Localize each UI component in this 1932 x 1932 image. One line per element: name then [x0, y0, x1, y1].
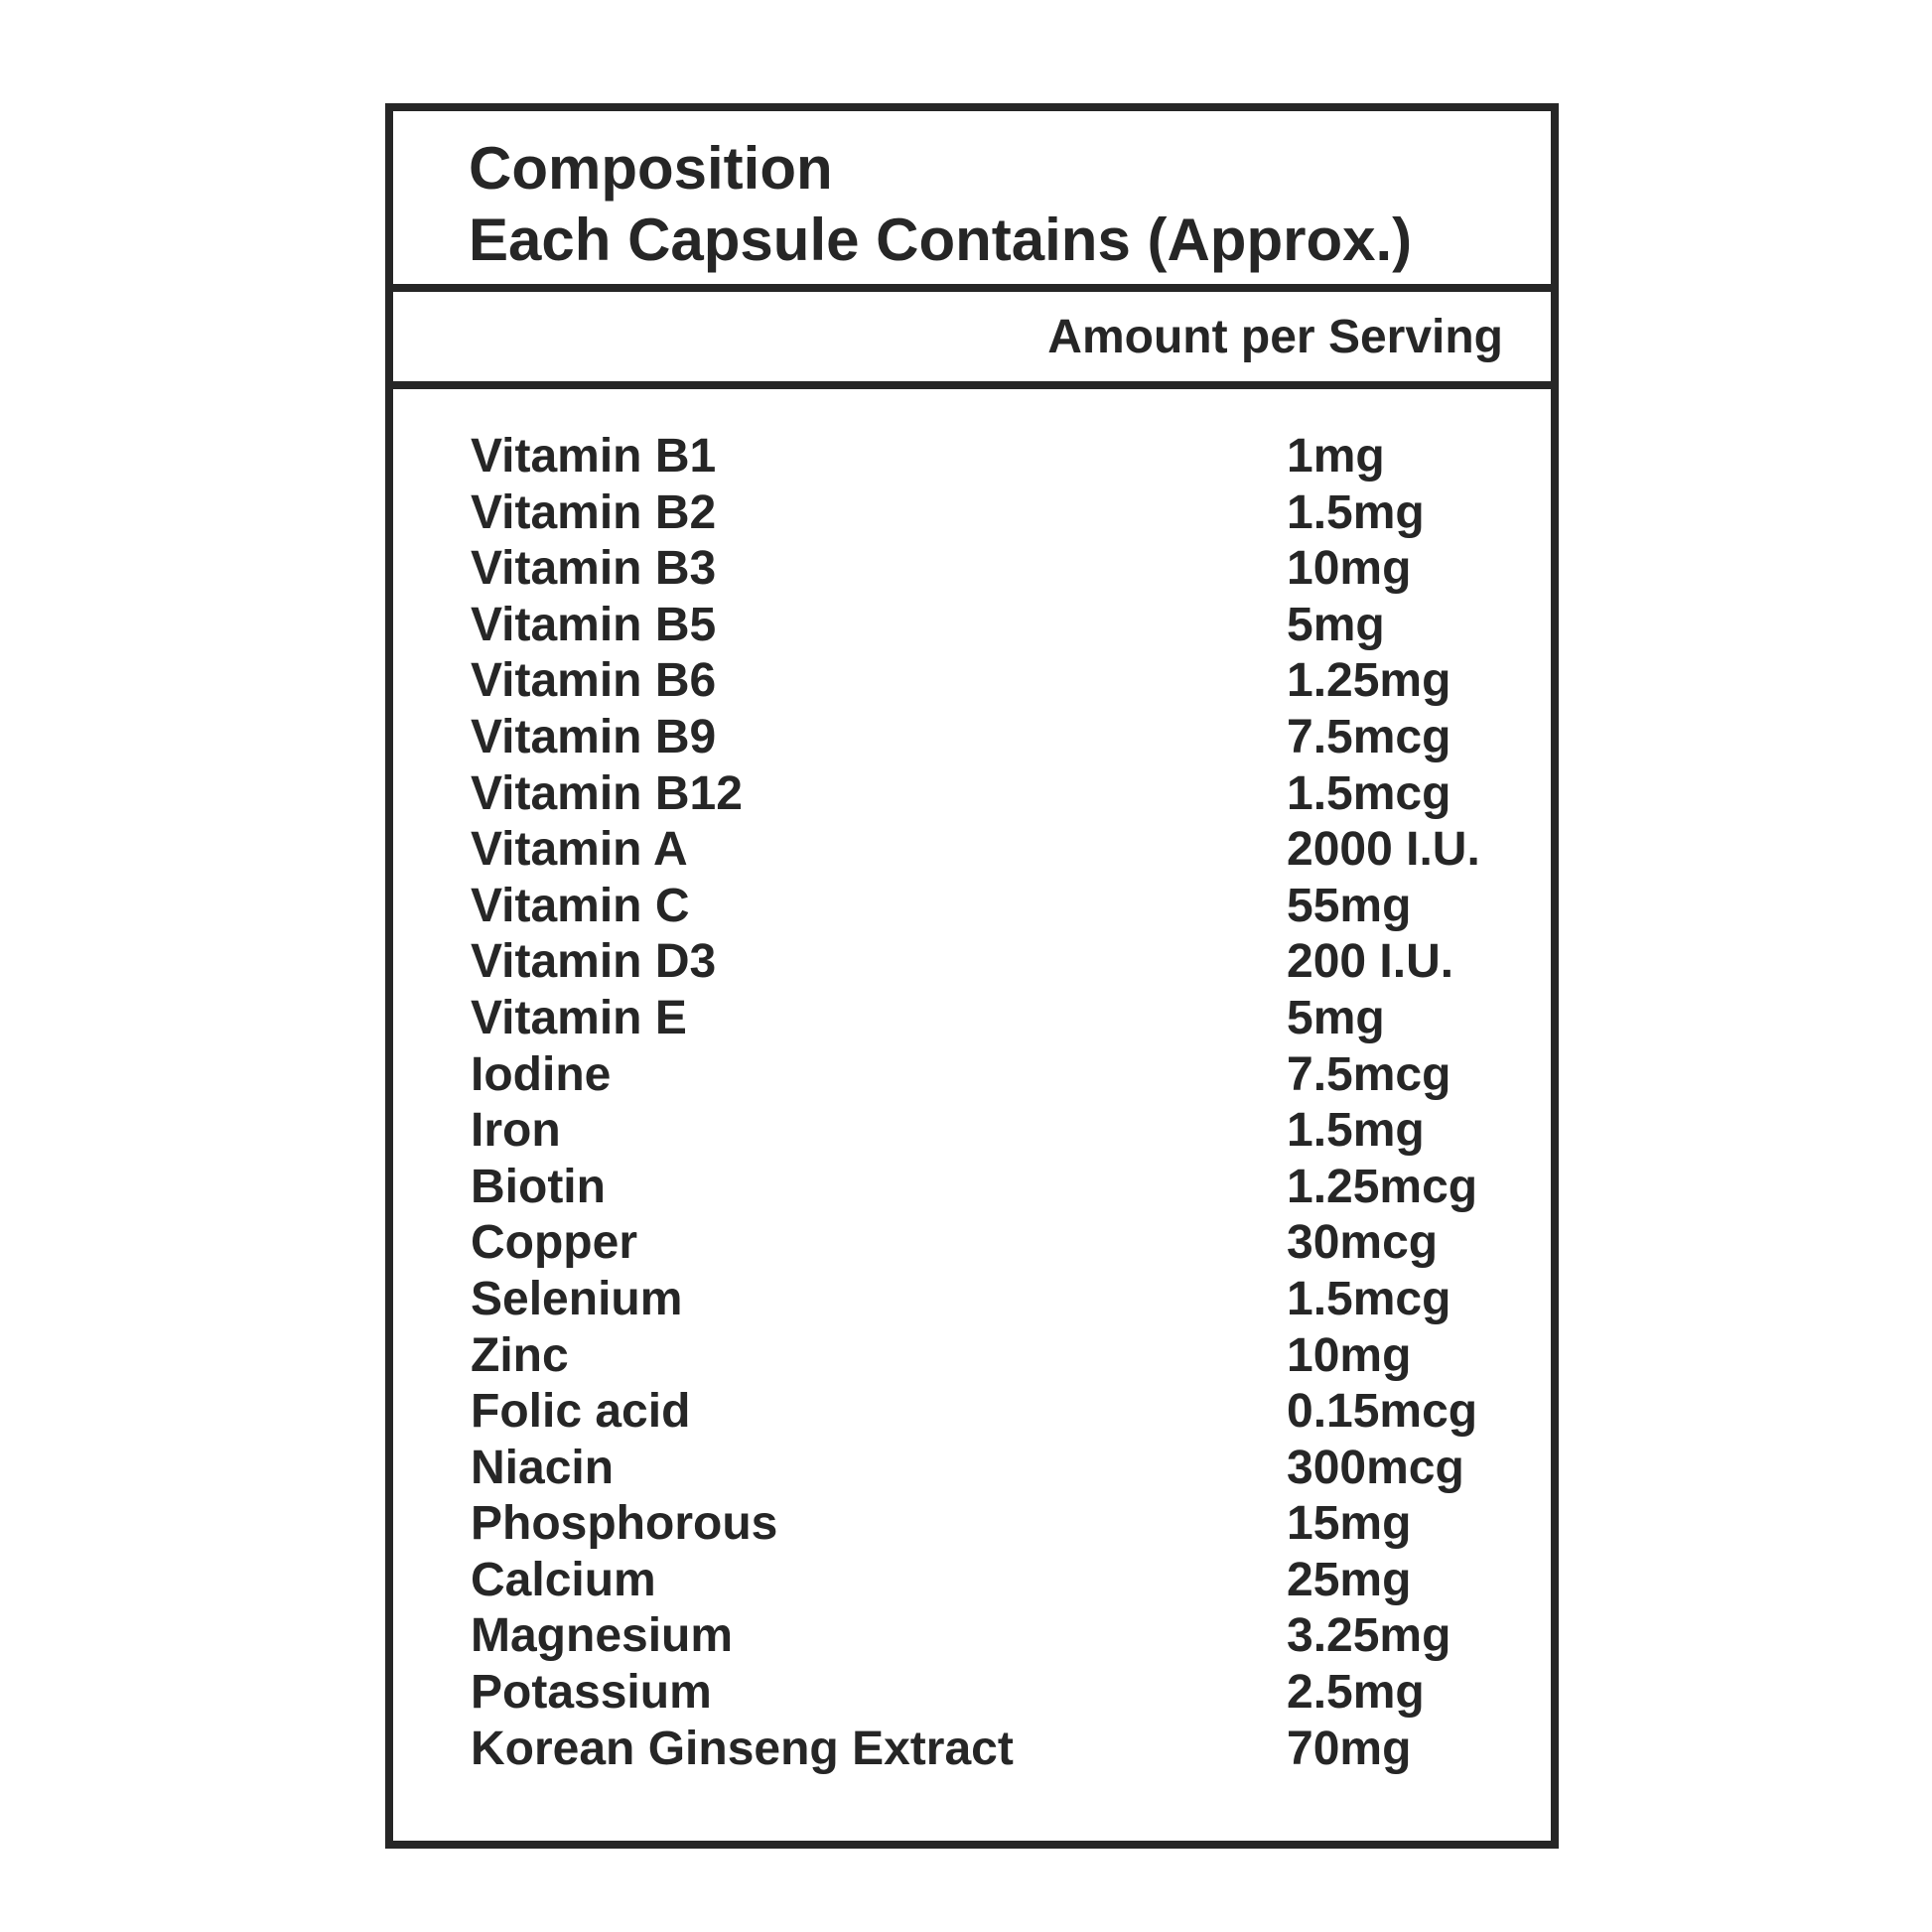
ingredient-row — [471, 1272, 1523, 1328]
ingredient-name: Vitamin E — [471, 991, 687, 1044]
ingredient-row — [471, 1608, 1523, 1665]
ingredient-name: Korean Ginseng Extract — [471, 1722, 1014, 1775]
ingredient-amount: 10mg — [1287, 1328, 1412, 1382]
ingredient-row — [471, 1722, 1523, 1778]
ingredient-amount: 2.5mg — [1287, 1666, 1425, 1720]
ingredient-name: Niacin — [471, 1441, 615, 1494]
ingredient-name: Vitamin B12 — [471, 766, 743, 820]
ingredient-name: Vitamin B5 — [471, 598, 717, 651]
composition-label — [385, 103, 1559, 1849]
ingredient-name: Magnesium — [471, 1609, 734, 1663]
amount-per-serving-label: Amount per Serving — [1047, 311, 1503, 363]
ingredient-name: Vitamin B3 — [471, 542, 717, 596]
ingredient-name: Biotin — [471, 1160, 606, 1213]
ingredient-row — [471, 1328, 1523, 1385]
ingredient-row — [471, 485, 1523, 542]
ingredient-name: Vitamin A — [471, 823, 688, 877]
ingredient-amount: 2000 I.U. — [1287, 823, 1480, 877]
ingredient-row — [471, 1384, 1523, 1441]
ingredient-row — [471, 541, 1523, 598]
ingredient-name: Copper — [471, 1216, 637, 1270]
ingredient-name: Potassium — [471, 1666, 712, 1720]
label-subtitle: Each Capsule Contains (Approx.) — [469, 207, 1413, 273]
ingredient-name: Phosphorous — [471, 1497, 778, 1551]
ingredient-row — [471, 822, 1523, 879]
ingredient-name: Vitamin B1 — [471, 430, 717, 483]
ingredient-amount: 55mg — [1287, 879, 1412, 932]
ingredient-amount: 0.15mcg — [1287, 1385, 1478, 1439]
ingredient-row — [471, 710, 1523, 766]
ingredient-amount: 300mcg — [1287, 1441, 1464, 1494]
ingredient-row — [471, 429, 1523, 485]
ingredient-row — [471, 1441, 1523, 1497]
ingredient-name: Folic acid — [471, 1385, 691, 1439]
ingredient-row — [471, 1665, 1523, 1722]
ingredient-row — [471, 598, 1523, 654]
ingredient-row — [471, 1553, 1523, 1609]
ingredient-amount: 1mg — [1287, 430, 1385, 483]
ingredient-name: Iodine — [471, 1047, 612, 1101]
ingredient-amount: 1.25mcg — [1287, 1160, 1478, 1213]
label-title: Composition — [469, 135, 833, 202]
ingredient-amount: 25mg — [1287, 1553, 1412, 1606]
ingredient-row — [471, 653, 1523, 710]
ingredient-name: Vitamin B9 — [471, 710, 717, 763]
ingredient-amount: 200 I.U. — [1287, 935, 1454, 989]
ingredient-row — [471, 879, 1523, 935]
ingredient-name: Vitamin B6 — [471, 654, 717, 708]
ingredient-amount: 30mcg — [1287, 1216, 1439, 1270]
ingredient-name: Vitamin C — [471, 879, 690, 932]
ingredient-row — [471, 766, 1523, 823]
ingredient-amount: 7.5mcg — [1287, 710, 1451, 763]
ingredient-amount: 1.5mcg — [1287, 1272, 1451, 1325]
ingredient-amount: 5mg — [1287, 598, 1385, 651]
ingredient-name: Calcium — [471, 1553, 656, 1606]
ingredient-amount: 1.5mcg — [1287, 766, 1451, 820]
ingredient-name: Vitamin B2 — [471, 485, 717, 539]
ingredient-row — [471, 1215, 1523, 1272]
ingredient-row — [471, 1103, 1523, 1160]
ingredient-row — [471, 991, 1523, 1047]
label-header — [393, 111, 1551, 292]
ingredient-amount: 3.25mg — [1287, 1609, 1451, 1663]
ingredient-amount: 1.25mg — [1287, 654, 1451, 708]
ingredient-amount: 70mg — [1287, 1722, 1412, 1775]
ingredient-amount: 10mg — [1287, 542, 1412, 596]
ingredient-name: Zinc — [471, 1328, 569, 1382]
ingredient-row — [471, 934, 1523, 991]
ingredient-amount: 1.5mg — [1287, 485, 1425, 539]
ingredient-amount: 15mg — [1287, 1497, 1412, 1551]
ingredient-name: Iron — [471, 1104, 561, 1158]
ingredient-row — [471, 1047, 1523, 1104]
ingredient-amount: 1.5mg — [1287, 1104, 1425, 1158]
ingredient-name: Selenium — [471, 1272, 683, 1325]
ingredient-row — [471, 1160, 1523, 1216]
ingredient-row — [471, 1496, 1523, 1553]
ingredient-amount: 7.5mcg — [1287, 1047, 1451, 1101]
ingredient-list — [471, 429, 1523, 1777]
amount-header-row — [393, 292, 1551, 389]
ingredient-name: Vitamin D3 — [471, 935, 717, 989]
ingredient-amount: 5mg — [1287, 991, 1385, 1044]
